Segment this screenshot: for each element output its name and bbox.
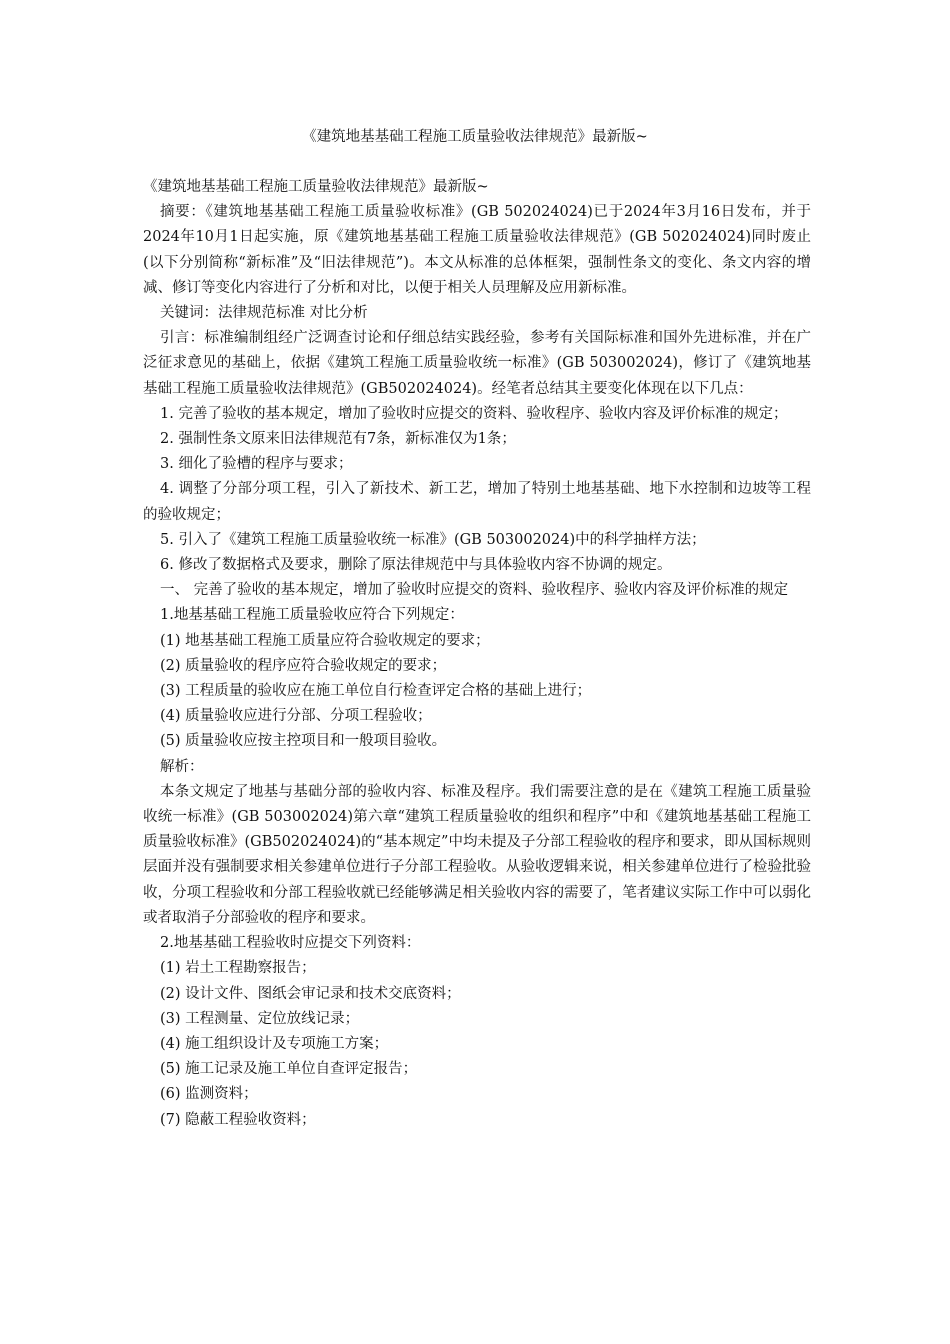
paragraph: (3) 工程测量、定位放线记录； (160, 1010, 360, 1027)
document-body (143, 175, 811, 1133)
paragraph: (5) 质量验收应按主控项目和一般项目验收。 (160, 733, 447, 750)
paragraph: 2.地基基础工程验收时应提交下列资料： (160, 935, 421, 952)
paragraph: (4) 质量验收应进行分部、分项工程验收； (160, 708, 432, 725)
paragraph: 1. 完善了验收的基本规定，增加了验收时应提交的资料、验收程序、验收内容及评价标准的规定； (160, 405, 788, 422)
paragraph: (4) 施工组织设计及专项施工方案； (160, 1035, 389, 1052)
paragraph: 《建筑地基基础工程施工质量验收法律规范》最新版~ (143, 179, 489, 195)
paragraph: (2) 质量验收的程序应符合验收规定的要求； (160, 657, 447, 674)
paragraph: 4. 调整了分部分项工程，引入了新技术、新工艺，增加了特别土地基基础、地下水控制和边坡等工程的验收规定； (143, 481, 811, 523)
paragraph: (2) 设计文件、图纸会审记录和技术交底资料； (160, 985, 461, 1002)
paragraph: (3) 工程质量的验收应在施工单位自行检查评定合格的基础上进行； (160, 683, 592, 700)
paragraph: 1.地基基础工程施工质量验收应符合下列规定： (160, 607, 464, 624)
paragraph: 5. 引入了《建筑工程施工质量验收统一标准》(GB 503002024)中的科学抽样方法； (160, 531, 706, 548)
paragraph: 关键词：法律规范标准 对比分析 (160, 305, 368, 322)
paragraph: 6. 修改了数据格式及要求，删除了原法律规范中与具体验收内容不协调的规定。 (160, 557, 672, 574)
paragraph: (7) 隐蔽工程验收资料； (160, 1111, 316, 1128)
paragraph: (5) 施工记录及施工单位自查评定报告； (160, 1061, 418, 1078)
paragraph: 本条文规定了地基与基础分部的验收内容、标准及程序。我们需要注意的是在《建筑工程施工质量验收统一标准》(GB 503002024)第六章“建筑工程质量验收的组织和程序”中和《建筑地基基础工程施工质量验收标准》(GB502024024)的“基本规定”中均未提及子分部工程验收的程序和要求，即从国标规则层面并没有强制要求相关参建单位进行子分部工程验收。从验收逻辑来说，相关参建单位进行了检验批验收，分项工程验收和分部工程验收就已经能够满足相关验收内容的需要了，笔者建议实际工作中可以弱化或者取消子分部验收的程序和要求。 (143, 783, 811, 926)
paragraph: 解析： (160, 758, 204, 775)
paragraph: 引言：标准编制组经广泛调查讨论和仔细总结实践经验，参考有关国际标准和国外先进标准，并在广泛征求意见的基础上，依据《建筑工程施工质量验收统一标准》(GB 503002024)，修订了《建筑地基基础工程施工质量验收法律规范》(GB502024024)。经笔者总结其主要变化体现在以下几点： (143, 330, 811, 397)
paragraph: (1) 地基基础工程施工质量应符合验收规定的要求； (160, 632, 490, 649)
paragraph: (1) 岩土工程勘察报告； (160, 960, 316, 977)
paragraph: 3. 细化了验槽的程序与要求； (160, 456, 353, 473)
paragraph: 摘要：《建筑地基基础工程施工质量验收标准》(GB 502024024)已于2024年3月16日发布，并于2024年10月1日起实施，原《建筑地基基础工程施工质量验收法律规范》(GB 502024024)同时废止(以下分别简称“新标准”及“旧法律规范”)。本文从标准的总体框架，强制性条文的变化、条文内容的增减、修订等变化内容进行了分析和对比，以便于相关人员理解及应用新标准。 (143, 204, 811, 296)
paragraph: (6) 监测资料； (160, 1086, 258, 1103)
paragraph: 一、 完善了验收的基本规定，增加了验收时应提交的资料、验收程序、验收内容及评价标准的规定 (160, 582, 789, 599)
document-title: 《建筑地基基础工程施工质量验收法律规范》最新版~ (302, 129, 648, 145)
paragraph: 2. 强制性条文原来旧法律规范有7条，新标准仅为1条； (160, 431, 516, 448)
